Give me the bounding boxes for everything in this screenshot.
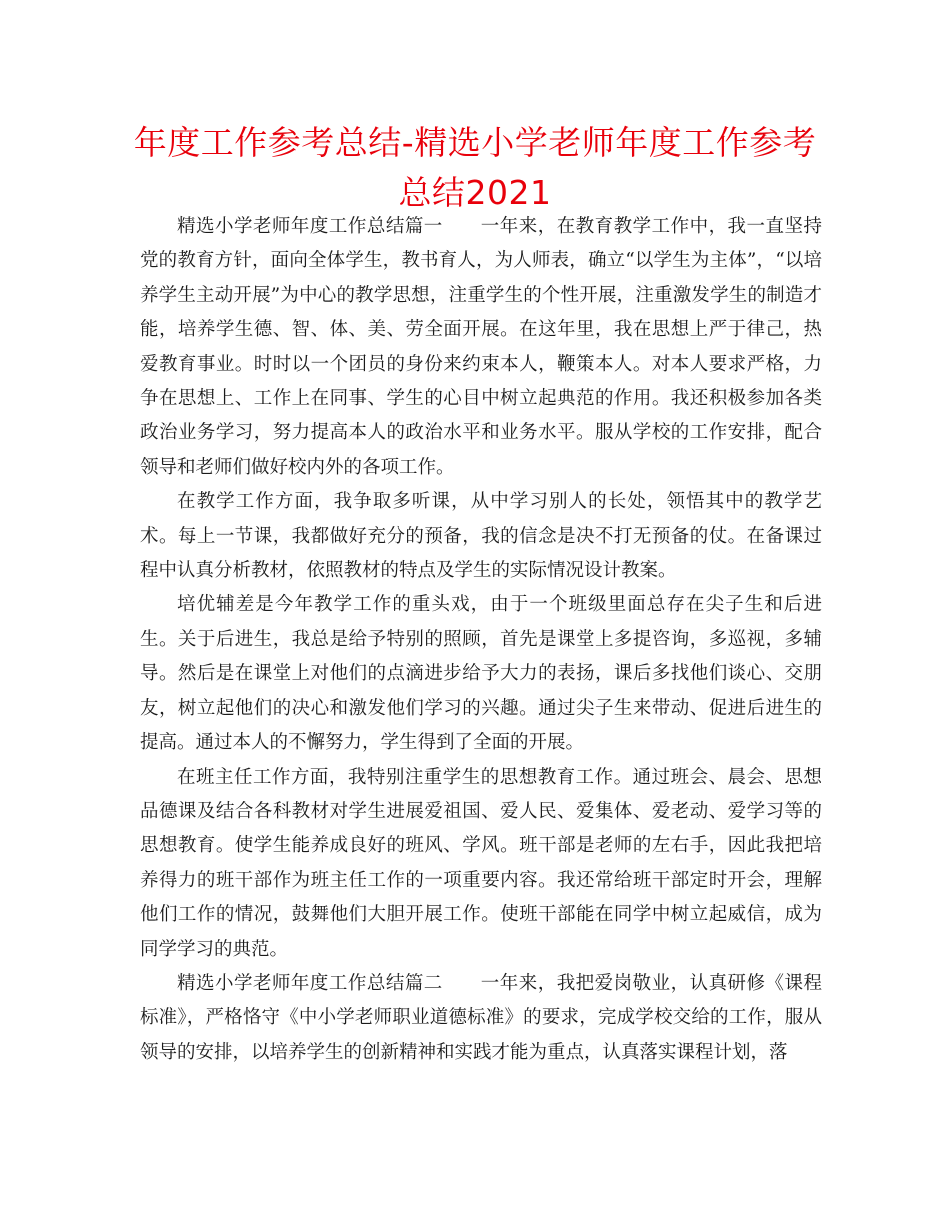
document-title: 年度工作参考总结-精选小学老师年度工作参考总结2021 [133, 123, 817, 212]
paragraph-2: 在教学工作方面，我争取多听课，从中学习别人的长处，领悟其中的教学艺术。每上一节课，我都做好充分的预备，我的信念是决不打无预备的仗。在备课过程中认真分析教材，依照教材的特点及学生的实际情况设计教案。 [140, 491, 822, 582]
paragraph-3: 培优辅差是今年教学工作的重头戏，由于一个班级里面总存在尖子生和后进生。关于后进生，我总是给予特别的照顾，首先是课堂上多提咨询，多巡视，多辅导。然后是在课堂上对他们的点滴进步给予大力的表扬，课后多找他们谈心、交朋友，树立起他们的决心和激发他们学习的兴趣。通过尖子生来带动、促进后进生的提高。通过本人的不懈努力，学生得到了全面的开展。 [140, 594, 822, 754]
paragraph-4: 在班主任工作方面，我特别注重学生的思想教育工作。通过班会、晨会、思想品德课及结合各科教材对学生进展爱祖国、爱人民、爱集体、爱老动、爱学习等的思想教育。使学生能养成良好的班风、学风。班干部是老师的左右手，因此我把培养得力的班干部作为班主任工作的一项重要内容。我还常给班干部定时开会，理解他们工作的情况，鼓舞他们大胆开展工作。使班干部能在同学中树立起威信，成为同学学习的典范。 [140, 766, 822, 960]
document-body [140, 210, 822, 1070]
paragraph-1: 精选小学老师年度工作总结篇一 一年来，在教育教学工作中，我一直坚持党的教育方针，面向全体学生，教书育人，为人师表，确立“以学生为主体”，“以培养学生主动开展”为中心的教学思想，注重学生的个性开展，注重激发学生的制造才能，培养学生德、智、体、美、劳全面开展。在这年里，我在思想上严于律己，热爱教育事业。时时以一个团员的身份来约束本人，鞭策本人。对本人要求严格，力争在思想上、工作上在同事、学生的心目中树立起典范的作用。我还积极参加各类政治业务学习，努力提高本人的政治水平和业务水平。服从学校的工作安排，配合领导和老师们做好校内外的各项工作。 [140, 216, 822, 478]
paragraph-5: 精选小学老师年度工作总结篇二 一年来，我把爱岗敬业，认真研修《课程标准》，严格恪守《中小学老师职业道德标准》的要求，完成学校交给的工作，服从领导的安排，以培养学生的创新精神和实践才能为重点，认真落实课程计划，落 [140, 972, 822, 1063]
